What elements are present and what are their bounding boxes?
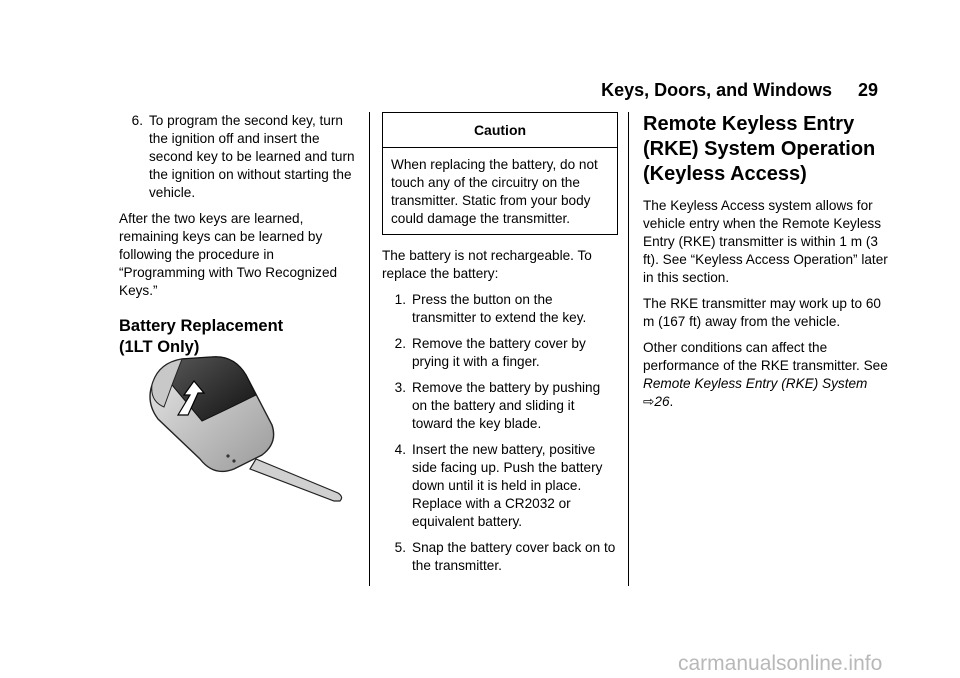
- rke-conditions-paragraph: Other conditions can affect the performance of the RKE transmitter. See Remote Keyless Entry (RKE) System ⇨26.: [643, 340, 888, 409]
- column-left: [119, 112, 359, 358]
- step-number: 2.: [394, 336, 406, 351]
- step-1: [382, 291, 618, 327]
- step-3: [382, 379, 618, 433]
- column-divider: [628, 112, 629, 586]
- page-number: 29: [857, 80, 878, 100]
- step-number: 6.: [131, 113, 143, 128]
- caution-body: When replacing the battery, do not touch any of the circuitry on the transmitter. Static from your body could damage the transmitter.: [391, 157, 598, 226]
- step-text: To program the second key, turn the ignition off and insert the second key to be learned and turn the ignition on without starting the vehicle.: [149, 113, 355, 200]
- keys-learned-paragraph: After the two keys are learned, remaining keys can be learned by following the procedure in “Programming with Two Recognized Keys.”: [119, 211, 338, 298]
- reference-page[interactable]: 26: [654, 394, 670, 409]
- step-number: 1.: [394, 292, 406, 307]
- step-number: 4.: [394, 442, 406, 457]
- keyless-access-paragraph: The Keyless Access system allows for vehicle entry when the Remote Keyless Entry (RKE) transmitter is within 1 m (3 ft). See “Keyless Access Operation” later in this section.: [643, 198, 888, 285]
- battery-intro: The battery is not rechargeable. To replace the battery:: [382, 248, 592, 281]
- step-text: Press the button on the transmitter to extend the key.: [412, 292, 587, 325]
- caution-box: [382, 112, 618, 235]
- cross-reference-link[interactable]: Remote Keyless Entry (RKE) System: [643, 376, 868, 391]
- column-right: [643, 112, 893, 419]
- watermark: carmanualsonline.info: [678, 652, 883, 675]
- rke-heading: Remote Keyless Entry (RKE) System Operation (Keyless Access): [643, 113, 876, 185]
- step-number: 3.: [394, 380, 406, 395]
- step-text: Remove the battery by pushing on the battery and sliding it toward the key blade.: [412, 380, 601, 431]
- rke-range-paragraph: The RKE transmitter may work up to 60 m (167 ft) away from the vehicle.: [643, 296, 881, 329]
- page-header: [560, 80, 878, 101]
- key-fob-battery-illustration: [138, 355, 346, 505]
- step-text: Insert the new battery, positive side facing up. Push the battery down until it is held in place. Replace with a CR2032 or equivalent battery.: [412, 442, 603, 529]
- step-6: [119, 112, 359, 202]
- step-number: 5.: [394, 540, 406, 555]
- caution-title: Caution: [383, 113, 617, 148]
- page-arrow-icon: ⇨: [643, 394, 655, 409]
- column-middle: [382, 112, 618, 583]
- step-text: Snap the battery cover back on to the transmitter.: [412, 540, 616, 573]
- battery-replacement-heading: Battery Replacement (1LT Only): [119, 317, 284, 356]
- step-2: [382, 335, 618, 371]
- step-5: [382, 539, 618, 575]
- step-text: Remove the battery cover by prying it with a finger.: [412, 336, 586, 369]
- section-title: Keys, Doors, and Windows: [601, 80, 832, 100]
- step-4: [382, 441, 618, 531]
- column-divider: [369, 112, 370, 586]
